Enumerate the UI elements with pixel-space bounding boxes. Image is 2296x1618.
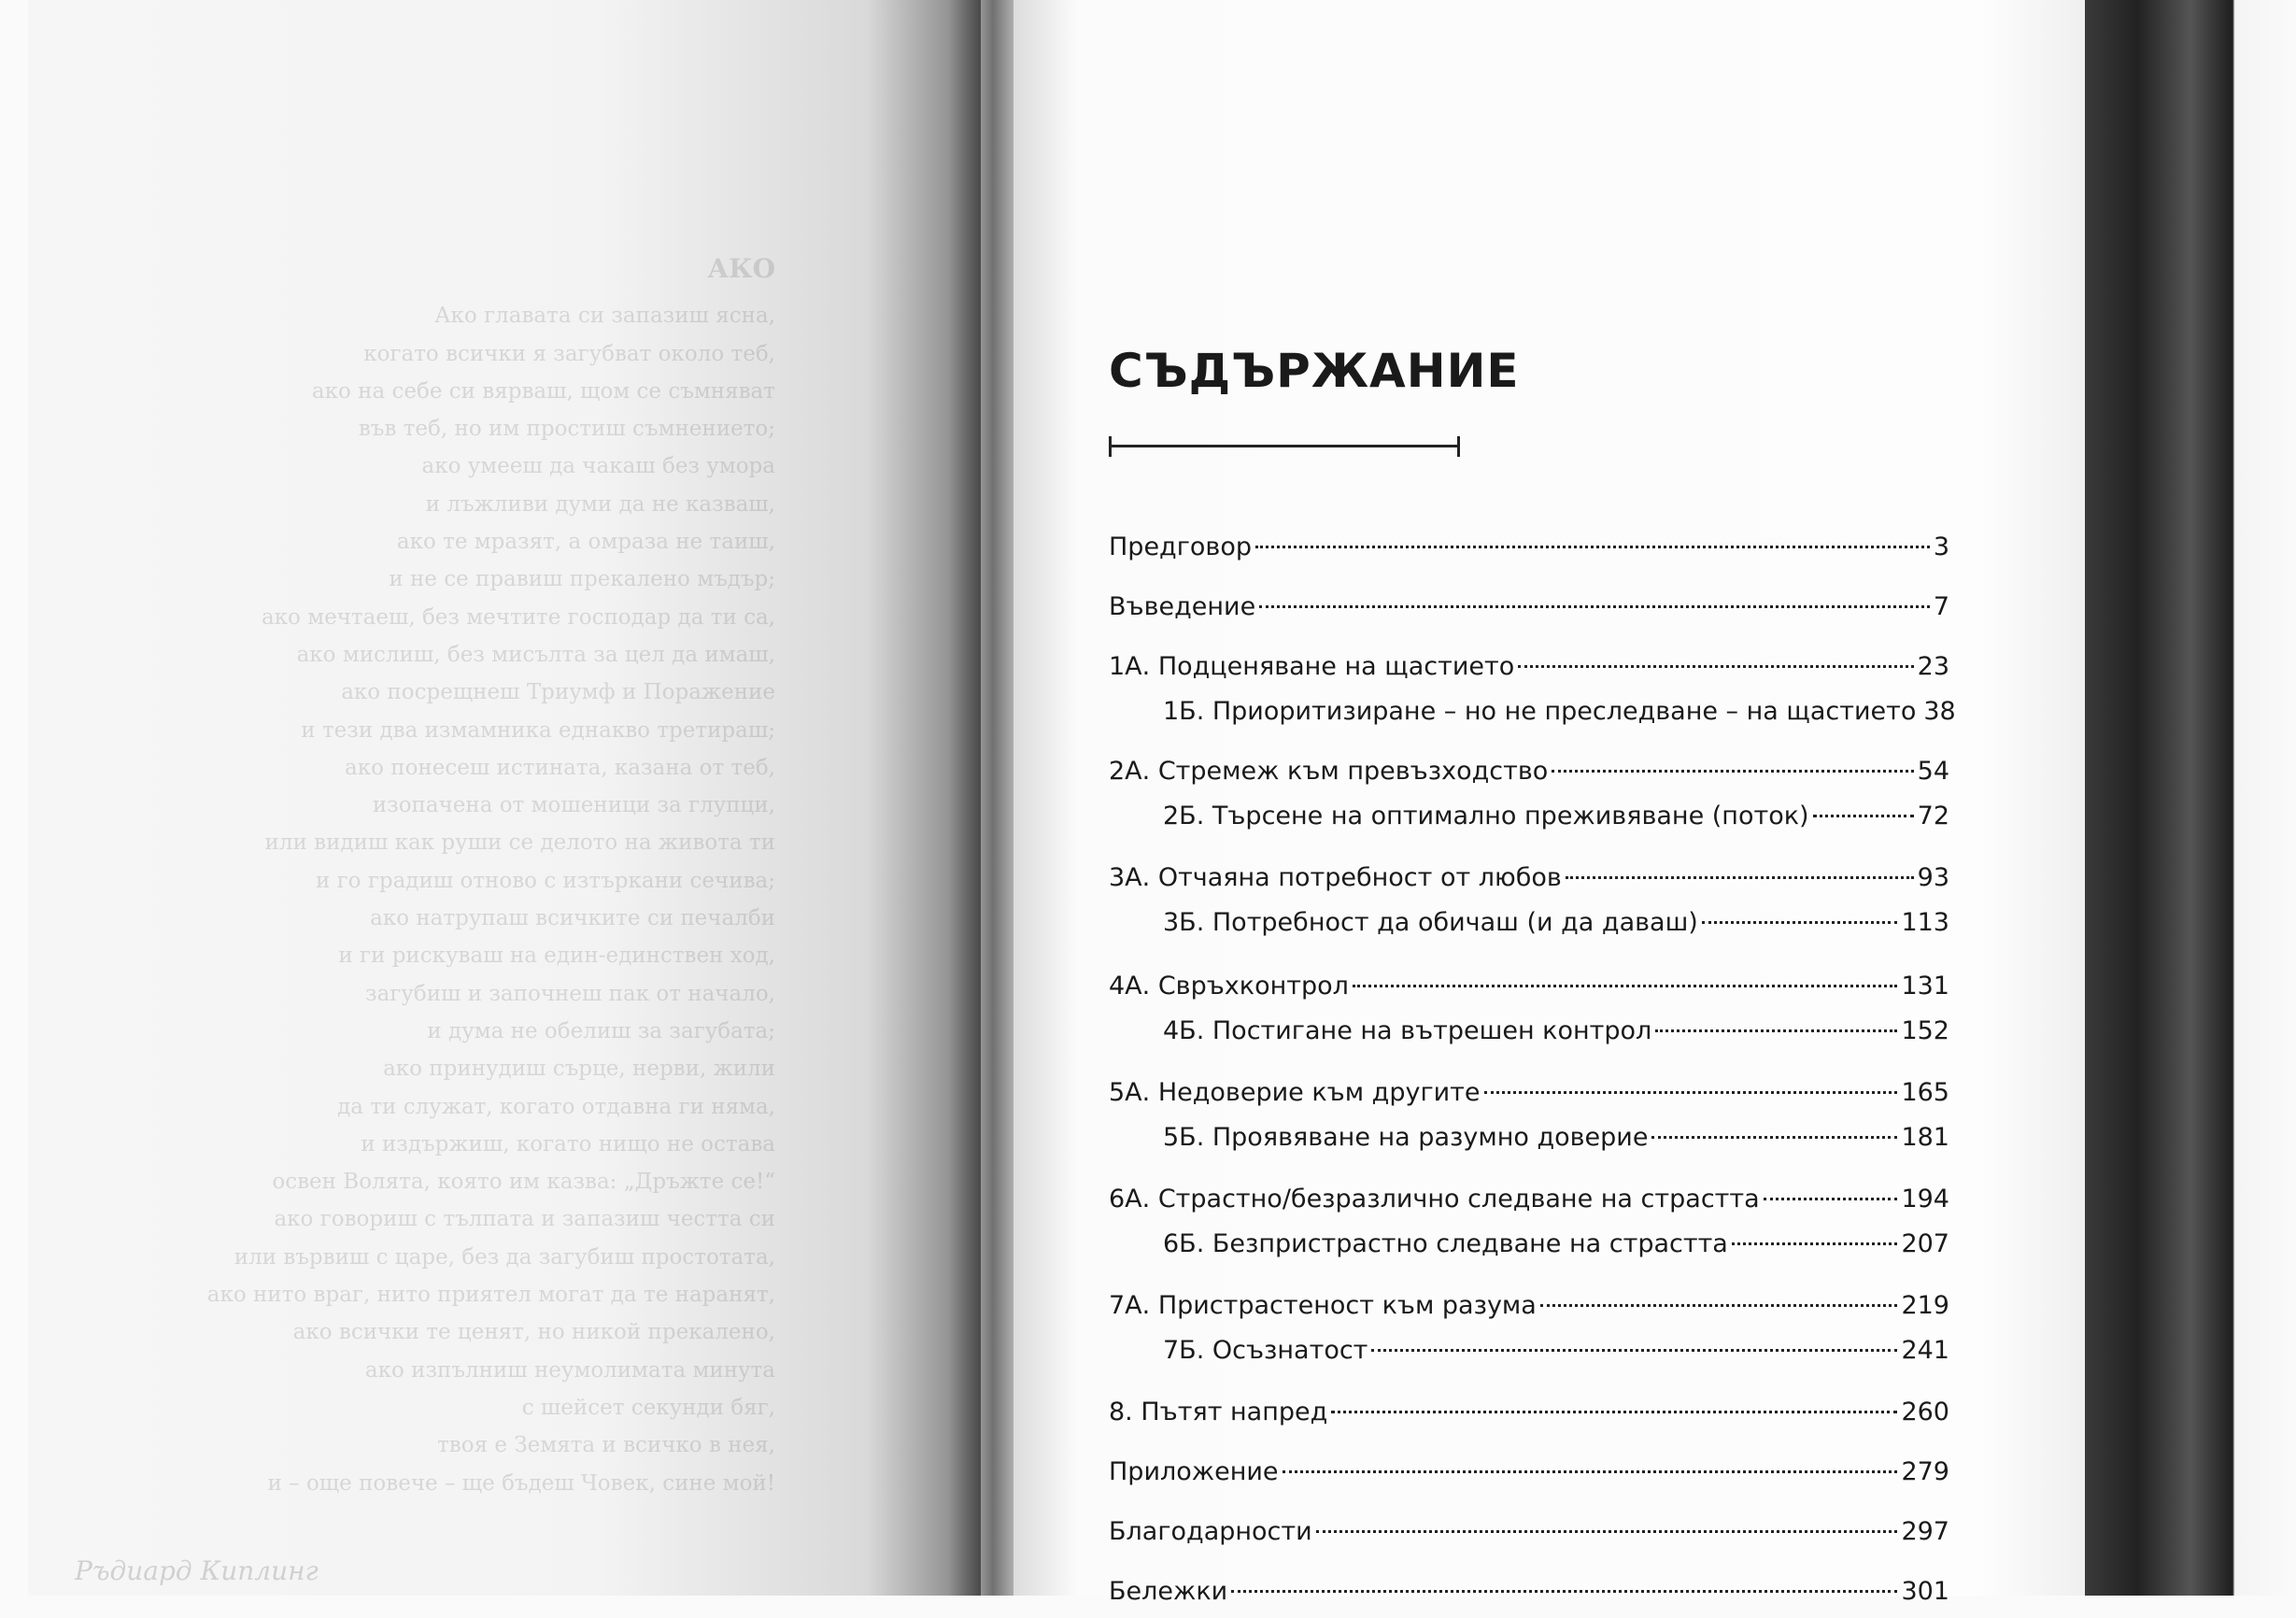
toc-entry-page: 54 [1917,757,1949,786]
toc-entry [1109,532,1949,574]
poem-title: АКО [707,253,775,284]
toc-entry [1109,972,1949,1013]
toc-entry [1109,652,1949,693]
toc-entry-page: 260 [1901,1398,1949,1426]
toc-entry-page: 279 [1901,1457,1949,1486]
poem-author: Ръдиард Киплинг [75,1555,319,1586]
toc-leader-dots [1283,1470,1898,1473]
poem-line: ако посрещнеш Триумф и Поражение [341,680,775,705]
toc-entry-page: 38 [1923,697,1956,726]
toc-entry-page: 93 [1917,863,1949,892]
toc-entry [1109,1398,1949,1439]
toc-entry-page: 3 [1933,532,1949,561]
toc-entry [1163,1336,1949,1377]
toc-entry-page: 23 [1917,652,1949,681]
book-edge [2085,0,2296,1596]
poem-line: и го градиш отново с изтъркани сечива; [315,868,775,893]
toc-entry-label: 7Б. Осъзнатост [1163,1336,1368,1365]
toc-entry-label: 1Б. Приоритизиране – но не преследване – на щастието [1163,697,1917,726]
poem-line: ако принудиш сърце, нерви, жили [383,1057,775,1082]
toc-entry [1163,1229,1949,1270]
toc-entry-label: 6А. Страстно/безразлично следване на страстта [1109,1185,1760,1214]
toc-entry-page: 165 [1901,1078,1949,1107]
toc-leader-dots [1764,1198,1898,1200]
toc-leader-dots [1566,876,1914,879]
toc-leader-dots [1651,1136,1897,1139]
toc-entry [1109,757,1949,798]
toc-entry [1109,1517,1949,1558]
poem-line: да ти служат, когато отдавна ги няма, [337,1094,775,1119]
left-page-poem [121,250,775,1502]
poem-line: и издържиш, когато нищо не остава [361,1131,775,1157]
toc-entry-page: 113 [1901,908,1949,937]
toc-leader-dots [1813,815,1914,817]
toc-entry [1109,1291,1949,1332]
poem-line: и не се правиш прекалено мъдър; [389,567,775,592]
toc-entry-page: 152 [1901,1016,1949,1045]
poem-line: ако говориш с тълпата и запазиш честта си [274,1207,775,1232]
toc-entry [1163,908,1949,949]
toc-leader-dots [1331,1411,1897,1413]
toc-leader-dots [1540,1304,1898,1307]
poem-line: ако мечтаеш, без мечтите господар да ти са, [261,604,775,630]
toc-leader-dots [1353,985,1898,987]
toc-entry-label: Приложение [1109,1457,1279,1486]
poem-lines [121,297,775,1502]
toc-title: СЪДЪРЖАНИЕ [1109,344,1520,398]
toc-entry-page: 241 [1901,1336,1949,1365]
poem-line: ако всички те ценят, но никой прекалено, [292,1320,775,1345]
toc-entry-label: 6Б. Безпристрастно следване на страстта [1163,1229,1728,1258]
poem-line: ако нито враг, нито приятел могат да те наранят, [206,1283,775,1308]
poem-line: твоя е Земята и всичко в нея, [437,1433,775,1458]
poem-line: с шейсет секунди бяг, [521,1395,775,1420]
toc-entry-page: 72 [1917,802,1949,830]
toc-entry-label: Предговор [1109,532,1252,561]
poem-line: или вървиш с царе, без да загубиш простотата, [234,1244,775,1270]
toc-entry-page: 301 [1901,1577,1949,1606]
toc-leader-dots [1655,1029,1897,1032]
toc-leader-dots [1371,1349,1897,1352]
toc-entry-page: 7 [1933,592,1949,621]
poem-line: изопачена от мошеници за глупци, [372,793,775,818]
poem-line: освен Волята, която им казва: „Дръжте се!“ [272,1170,775,1195]
toc-entry-label: 2А. Стремеж към превъзходство [1109,757,1549,786]
toc-leader-dots [1732,1242,1898,1245]
toc-entry-label: 8. Пътят напред [1109,1398,1328,1426]
title-rule [1109,445,1460,447]
toc-entry-label: 7А. Пристрастеност към разума [1109,1291,1537,1320]
toc-entry-page: 219 [1901,1291,1949,1320]
poem-line: и ги рискуваш на един-единствен ход, [338,944,775,969]
left-page [28,0,981,1596]
toc-leader-dots [1255,546,1930,548]
poem-line: и тези два измамника еднакво третираш; [301,717,775,743]
poem-line: загубиш и започнеш пак от начало, [365,981,775,1006]
toc-entry-label: 5А. Недоверие към другите [1109,1078,1481,1107]
toc-entry [1109,1457,1949,1498]
toc-leader-dots [1484,1091,1898,1094]
poem-line: ако понесеш истината, казана от теб, [345,755,775,780]
toc-leader-dots [1702,921,1898,924]
poem-line: когато всички я загубват около теб, [363,341,775,366]
toc-leader-dots [1231,1590,1897,1593]
poem-line: и – още повече – ще бъдеш Човек, сине мой! [267,1470,775,1496]
toc-entry-label: 5Б. Проявяване на разумно доверие [1163,1123,1649,1152]
toc-entry-page: 194 [1901,1185,1949,1214]
toc-leader-dots [1552,770,1913,773]
toc-entry [1163,697,1956,738]
toc-entry [1109,1577,1949,1618]
toc-entry [1163,1123,1949,1164]
toc-entry-label: Въведение [1109,592,1256,621]
poem-line: ако мислиш, без мисълта за цел да имаш, [296,642,775,667]
toc-leader-dots [1316,1530,1898,1533]
toc-entry-label: 3Б. Потребност да обичаш (и да даваш) [1163,908,1698,937]
toc-entry [1163,802,1949,843]
toc-leader-dots [1259,605,1930,608]
toc-entry [1109,1078,1949,1119]
toc-entry [1109,592,1949,633]
toc-entry-label: 1А. Подценяване на щастието [1109,652,1515,681]
toc-entry-page: 297 [1901,1517,1949,1546]
poem-line: ако на себе си вярваш, щом се съмняват [311,378,775,404]
poem-line: ако умееш да чакаш без умора [421,454,775,479]
poem-line: или видиш как руши се делото на живота ти [264,830,775,856]
toc-entry [1109,863,1949,904]
poem-line: ако те мразят, а омраза не таиш, [396,530,775,555]
poem-line: и дума не обелиш за загубата; [427,1018,775,1043]
poem-line: Ако главата си запазиш ясна, [434,304,775,329]
toc-entry-label: Благодарности [1109,1517,1312,1546]
poem-line: ако изпълниш неумолимата минута [364,1357,775,1383]
poem-line: ако натрупаш всичките си печалби [370,906,775,931]
toc-entry-label: Бележки [1109,1577,1228,1606]
toc-entry-label: 4А. Свръхконтрол [1109,972,1349,1001]
toc-entry [1163,1016,1949,1057]
toc-entry-label: 2Б. Търсене на оптимално преживяване (поток) [1163,802,1809,830]
poem-line: във теб, но им простиш съмнението; [358,417,775,442]
toc-entry-page: 131 [1901,972,1949,1001]
toc-entry-label: 4Б. Постигане на вътрешен контрол [1163,1016,1652,1045]
toc-entry [1109,1185,1949,1226]
toc-entry-label: 3А. Отчаяна потребност от любов [1109,863,1562,892]
poem-line: и лъжливи думи да не казваш, [425,491,775,517]
toc-entry-page: 181 [1901,1123,1949,1152]
toc-entry-page: 207 [1901,1229,1949,1258]
toc-leader-dots [1518,665,1913,668]
